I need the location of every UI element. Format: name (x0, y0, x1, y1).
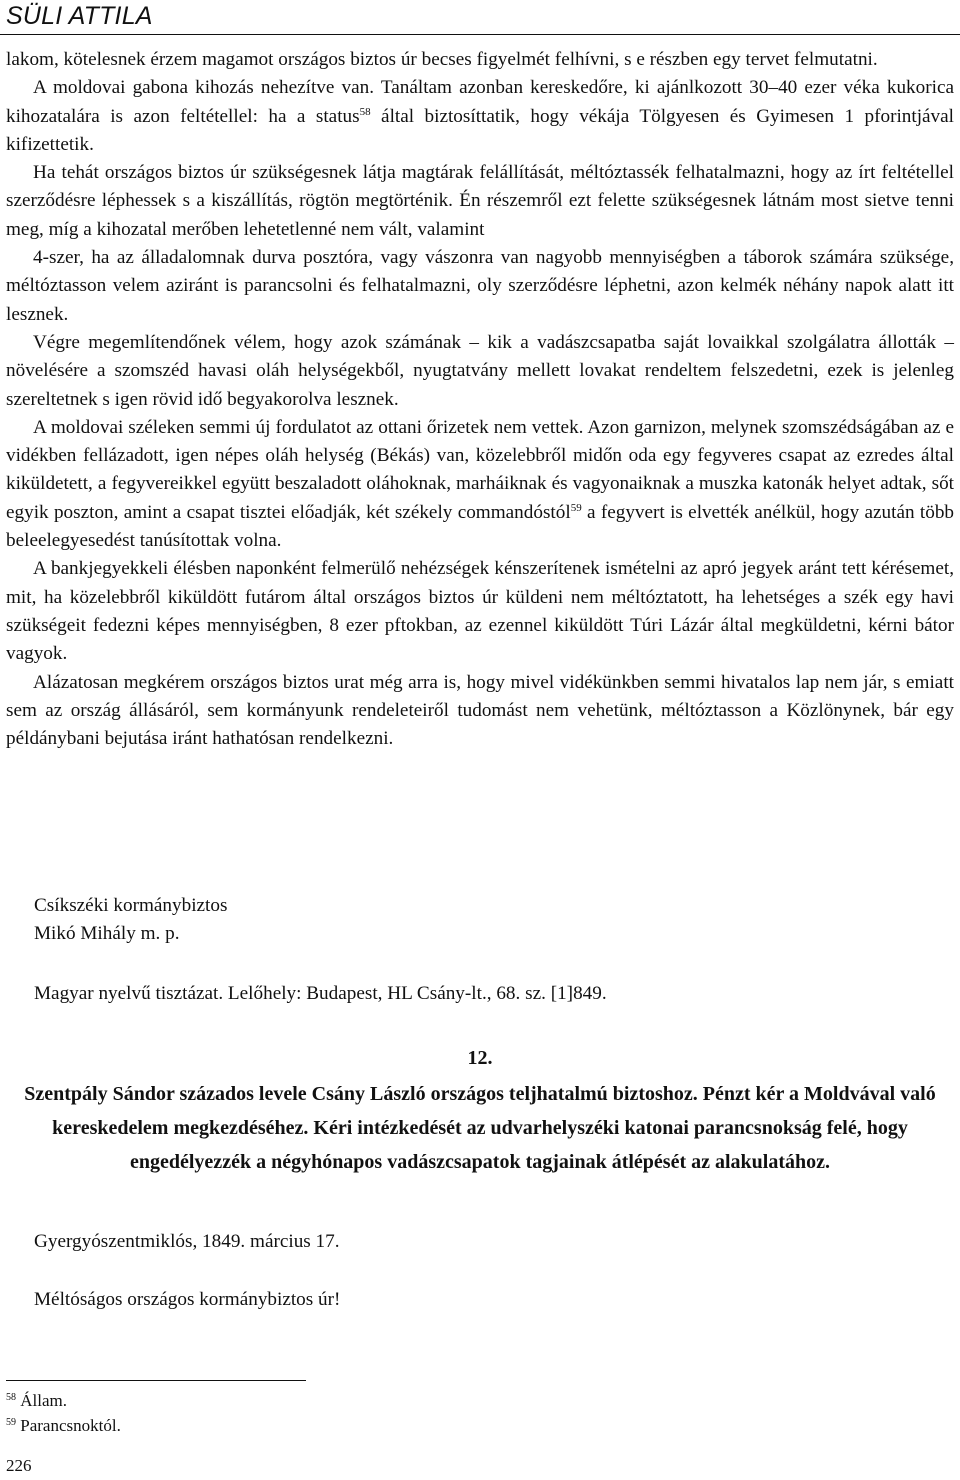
footnote-59: $^{59}$ Parancsnoktól. (6, 1416, 121, 1435)
paragraph-5: Végre megemlítendőnek vélem, hogy azok számának – kik a vadászcsapatba saját lovaikkal szolgálatra állották – növelésére a szomszéd havasi oláh helységekből, nyugtatvány mellett lovakat rendeltem felszedetni, ezek is jelenleg szereltetnek s igen rövid idő begyakorolva lesznek. (6, 331, 954, 410)
signature-block (34, 892, 227, 948)
footnote-rule (6, 1380, 306, 1381)
footnote-ref-58[interactable]: 58 (359, 105, 371, 118)
footnote-ref-59[interactable]: 59 (570, 501, 582, 514)
paragraph-7: A bankjegyekkeli élésben naponként felmerülő nehézségek kénszerítenek ismételni az apró jegyek aránt tett kérésemet, mit, ha közelebbről kiküldött futárom által országos biztos úr küldeni nem méltóztatott, ha lehetséges a szék egy havi szükségeit fedezni képes mennyiségben, 8 ezer pftokban, az ezennel kiküldött Túri Lázár által megküldetni, kérni bátor vagyok. (6, 558, 954, 665)
signature-title: Csíkszéki kormánybiztos (34, 895, 228, 916)
page-number: 226 (6, 1456, 32, 1475)
paragraph-6: A moldovai széleken semmi új fordulatot az ottani őrizetek nem vettek. Azon garnizon, melynek szomszédságában az e vidékben fellázadott, igen népes oláh helység (Békás) van, közelebbről midőn oda egy fegyveres csapat az ezredes által kiküldetett, a fegyvereikkel együtt beszaladott oláhoknak, marháiknak és vagyonaiknak a muszka katonák helyet adtak, sőt egyik poszton, amint a csapat tisztei előadják, két székely commandóstól$^{59}$ a fegyvert is elvették anélkül, hogy azután több beleelegyesedést tanúsítottak volna. (6, 416, 955, 552)
paragraph-8: Alázatosan megkérem országos biztos urat még arra is, hogy mivel vidékünkben semmi hivatalos lap nem jár, s emiatt sem az ország állásáról, sem kormányunk rendeleteiről tudomást nem vehetünk, méltóztasson a Közlönynek, bár egy példánybani bejutása iránt hathatósan rendelkezni. (6, 671, 954, 750)
signature-name: Mikó Mihály m. p. (34, 923, 180, 944)
source-note: Magyar nyelvű tisztázat. Lelőhely: Budapest, HL Csány-lt., 68. sz. [1]849. (34, 983, 607, 1004)
header-rule (0, 34, 960, 35)
paragraph-1: lakom, kötelesnek érzem magamot országos biztos úr becses figyelmét felhívni, s e részben egy tervet felmutatni. (6, 49, 878, 70)
paragraph-4: 4-szer, ha az álladalomnak durva posztóra, vagy vászonra van nagyobb mennyiségben a táborok számára szüksége, méltóztasson velem aziránt is parancsolni és felhatalmazni, oly szerződésre léphetni, azon kelmék néhány napok alatt itt lesznek. (6, 247, 954, 325)
salutation: Méltóságos országos kormánybiztos úr! (34, 1289, 341, 1310)
running-header: SÜLI ATTILA (6, 2, 153, 30)
paragraph-2: A moldovai gabona kihozás nehezítve van. Tanáltam azonban kereskedőre, ki ajánlkozott 30–40 ezer véka kukorica kihozatalára is azon feltétellel: ha a status$^{58}$ által biztosíttatik, hogy vékája Tölgyesen és Gyimesen 1 pforintjával kifizettetik. (6, 77, 954, 155)
document-title: Szentpály Sándor százados levele Csány László országos teljhatalmú biztoshoz. Pénzt kér a Moldvával való kereskedelem megkezdéséhez. Kéri intézkedését az udvarhelyszéki katonai parancsnokság felé, hogy engedélyezzék a négyhónapos vadászcsapatok tagjainak átlépését az alakulatához. (24, 1083, 936, 1173)
paragraph-3: Ha tehát országos biztos úr szükségesnek látja magtárak felállítását, méltóztassék felhatalmazni, hogy az írt feltétellel szerződésre léphessek s a kiszállítás, rögtön megtörténik. Én részemről ezt felette szükségesnek látnám most sietve tenni meg, míg a kihozatal merőben lehetetlenné nem vált, valamint (6, 162, 954, 240)
place-date: Gyergyószentmiklós, 1849. március 17. (34, 1231, 340, 1252)
footnote-58: $^{58}$ Állam. (6, 1391, 67, 1410)
document-number: 12. (467, 1047, 493, 1069)
letter-body (6, 46, 954, 753)
